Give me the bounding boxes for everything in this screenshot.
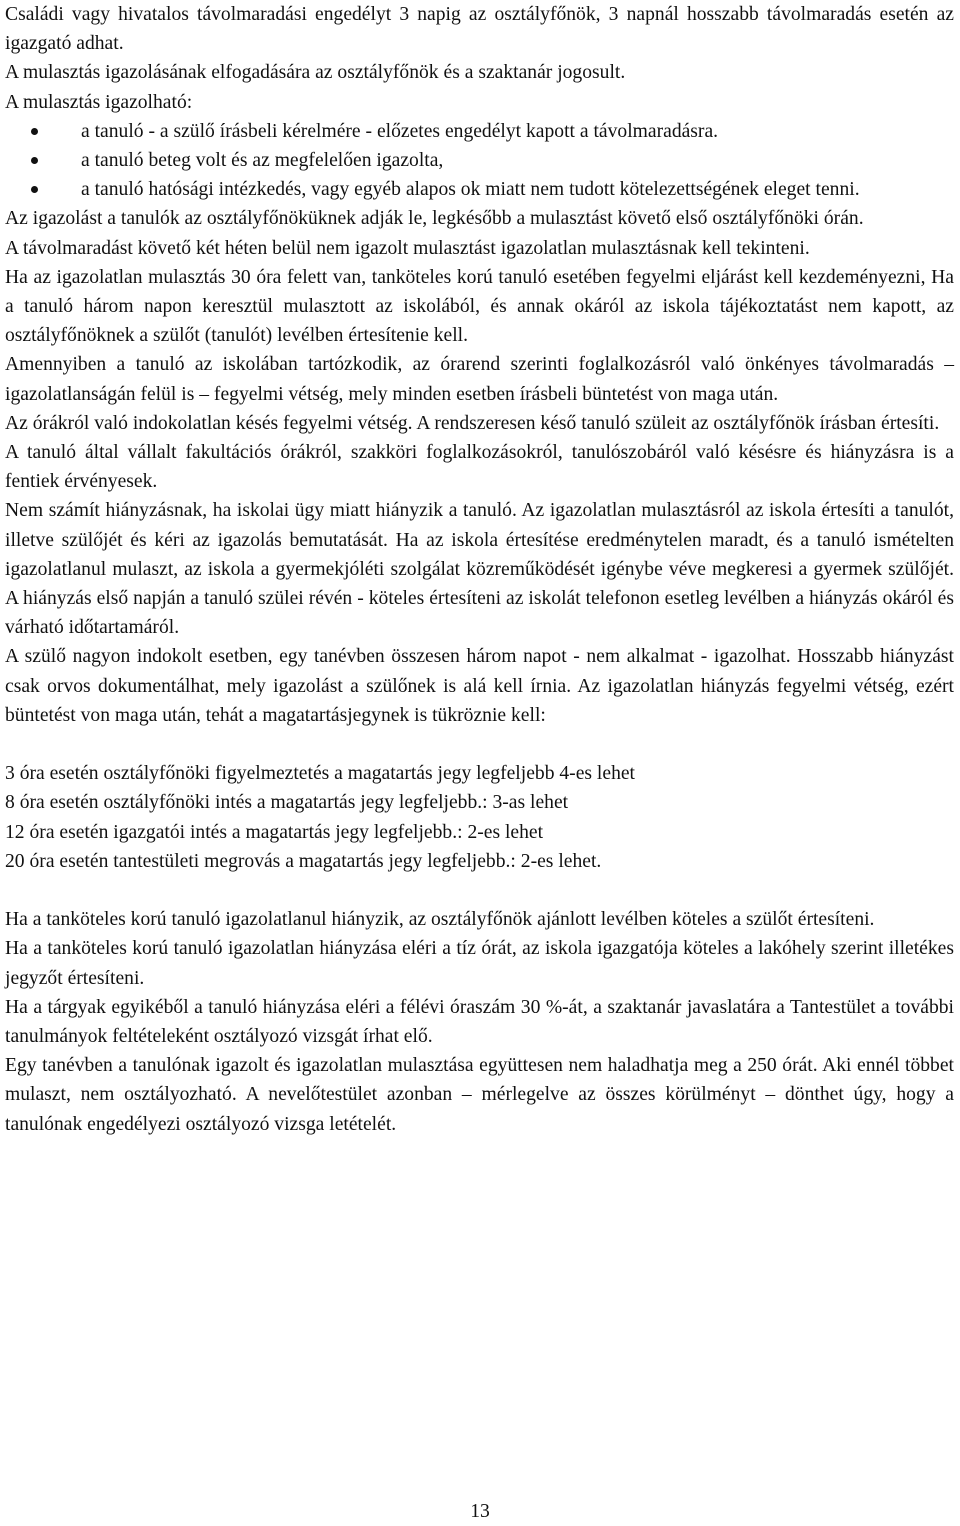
page-number: 13 (470, 1501, 490, 1522)
paragraph-submission: Az igazolást a tanulók az osztályfőnöküknek adják le, legkésőbb a mulasztást követő első osztályfőnöki órán. (5, 208, 864, 230)
sanction-line: 3 óra esetén osztályfőnöki figyelmeztetés a magatartás jegy legfeljebb 4-es lehet (5, 763, 636, 785)
paragraph-250-hours: Egy tanévben a tanulónak igazolt és igazolatlan mulasztása együttesen nem haladhatja meg a 250 órát. Aki ennél többet mulaszt, nem osztályozható. A nevelőtestület azonban – mérlegelve az összes körülményt – dönthet úgy, hogy a tanulónak engedélyezi osztályozó vizsga letételét. (5, 1055, 954, 1135)
document-page (5, 0, 954, 1139)
paragraph-ten-hours: Ha a tanköteles korú tanuló igazolatlan hiányzása eléri a tíz órát, az iskola igazgatója köteles a lakóhely szerint illetékes jegyzőt értesíteni. (5, 938, 954, 989)
paragraph-registered-letter: Ha a tanköteles korú tanuló igazolatlanul hiányzik, az osztályfőnök ajánlott levélben köteles a szülőt értesíteni. (5, 909, 875, 931)
sanction-line: 20 óra esetén tantestületi megrovás a magatartás jegy legfeljebb.: 2-es lehet. (5, 850, 602, 872)
paragraph-unauthorized-absence: Amennyiben a tanuló az iskolában tartózkodik, az órarend szerinti foglalkozásról való önkényes távolmaradás – igazolatlanságán felül is – fegyelmi vétség, mely minden esetben írásbeli büntetést von maga után. (5, 354, 954, 405)
paragraph-justifiable-intro: A mulasztás igazolható: (5, 91, 193, 113)
paragraph-leave-permission: Családi vagy hivatalos távolmaradási engedélyt 3 napig az osztályfőnök, 3 napnál hosszabb távolmaradás esetén az igazgató adhat. (5, 4, 954, 55)
paragraph-30-percent: Ha a tárgyak egyikéből a tanuló hiányzása eléri a félévi óraszám 30 %-át, a szaktanár javaslatára a Tantestület a további tanulmányok feltételeként osztályozó vizsgát írhat elő. (5, 996, 954, 1048)
sanction-line: 12 óra esetén igazgatói intés a magatartás jegy legfeljebb.: 2-es lehet (5, 821, 544, 843)
spacer (5, 876, 954, 905)
bullet-icon (31, 186, 38, 193)
paragraph-school-business: Nem számít hiányzásnak, ha iskolai ügy miatt hiányzik a tanuló. Az igazolatlan mulasztásról az iskola értesíti a tanulót, illetve szülőjét és kéri az igazolás bemutatását. Ha az iskola értesítése eredménytelen maradt, és a tanuló ismételten igazolatlanul mulaszt, az iskola a gyermekjóléti szolgálat közreműködését igénybe véve megkeresi a gyermek szülőjét. A hiányzás első napján a tanuló szülei révén - köteles értesíteni az iskolát telefonon esetleg levélben a hiányzás okáról és várható időtartamáról. (5, 500, 954, 639)
justification-reasons-list (5, 117, 954, 205)
sanction-line: 8 óra esetén osztályfőnöki intés a magatartás jegy legfeljebb.: 3-as lehet (5, 792, 569, 814)
bullet-icon (31, 157, 38, 164)
sanction-scale (5, 759, 954, 876)
paragraph-optional-classes: A tanuló által vállalt fakultációs órákról, szakköri foglalkozásokról, tanulószobáról való késésre és hiányzásra is a fentiek érvényesek. (5, 442, 954, 493)
paragraph-lateness: Az órákról való indokolatlan késés fegyelmi vétség. A rendszeresen késő tanuló szüleit az osztályfőnök írásban értesíti. (5, 412, 940, 434)
bullet-icon (31, 128, 38, 135)
paragraph-two-weeks: A távolmaradást követő két héten belül nem igazolt mulasztást igazolatlan mulasztásnak kell tekinteni. (5, 237, 810, 259)
spacer (5, 730, 954, 759)
paragraph-justification-acceptance: A mulasztás igazolásának elfogadására az osztályfőnök és a szaktanár jogosult. (5, 62, 626, 84)
paragraph-parent-justification: A szülő nagyon indokolt esetben, egy tanévben összesen három napot - nem alkalmat - igazolhat. Hosszabb hiányzást csak orvos dokumentálhat, mely igazolást a szülőnek is alá kell írnia. Az igazolatlan hiányzás fegyelmi vétség, ezért büntetést von maga után, tehát a magatartásjegynek is tükröznie kell: (5, 646, 954, 726)
list-item: a tanuló hatósági intézkedés, vagy egyéb alapos ok miatt nem tudott kötelezettségének eleget tenni. (5, 175, 954, 204)
list-item: a tanuló - a szülő írásbeli kérelmére - előzetes engedélyt kapott a távolmaradásra. (5, 117, 954, 146)
list-item: a tanuló beteg volt és az megfelelően igazolta, (5, 146, 954, 175)
paragraph-30-hours: Ha az igazolatlan mulasztás 30 óra felett van, tanköteles korú tanuló esetében fegyelmi eljárást kell kezdeményezni, Ha a tanuló három napon keresztül mulasztott az iskolából, és annak okáról az iskola tájékoztatást nem kapott, az osztályfőnöknek a szülőt (tanulót) levélben értesítenie kell. (5, 266, 954, 347)
